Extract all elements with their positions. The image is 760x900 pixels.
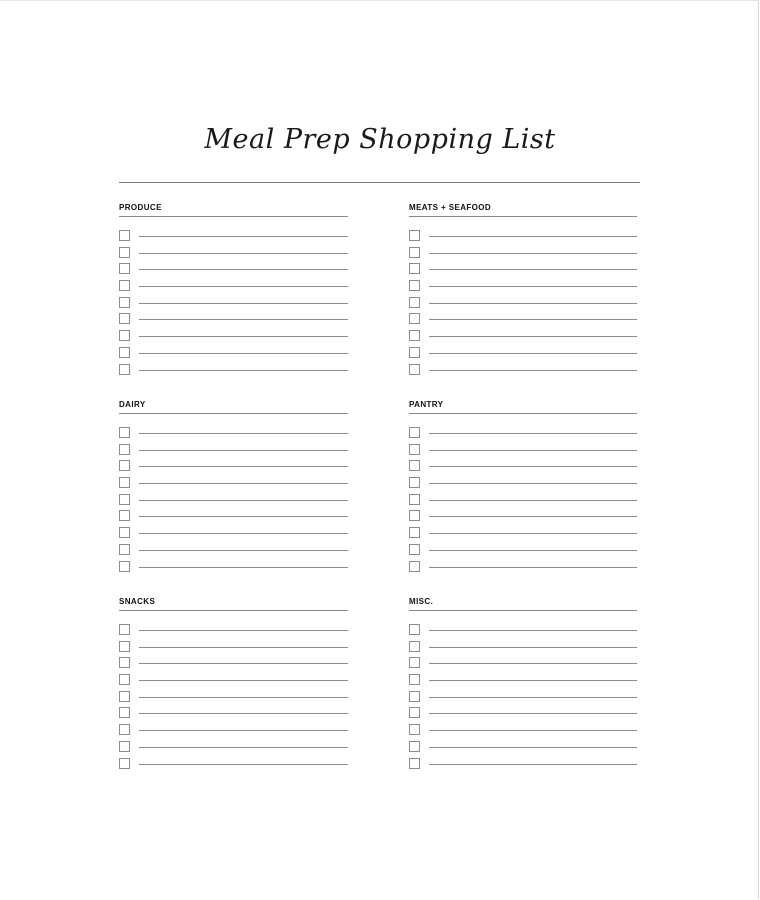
item-checkbox[interactable]	[409, 347, 420, 358]
item-write-line[interactable]	[429, 286, 637, 287]
item-write-line[interactable]	[139, 466, 348, 467]
item-checkbox[interactable]	[409, 330, 420, 341]
item-checkbox[interactable]	[119, 364, 130, 375]
list-item	[409, 330, 637, 347]
item-write-line[interactable]	[139, 253, 348, 254]
item-list	[119, 230, 348, 380]
section-dairy	[119, 400, 348, 577]
list-item	[119, 330, 348, 347]
list-item	[119, 427, 348, 444]
list-item	[119, 741, 348, 758]
item-write-line[interactable]	[139, 697, 348, 698]
list-item	[409, 561, 637, 578]
section-header: MISC.	[409, 597, 434, 606]
item-checkbox[interactable]	[119, 724, 130, 735]
list-item	[409, 657, 637, 674]
list-item	[409, 494, 637, 511]
item-write-line[interactable]	[429, 253, 637, 254]
list-item	[409, 544, 637, 561]
list-item	[409, 297, 637, 314]
item-checkbox[interactable]	[119, 330, 130, 341]
item-checkbox[interactable]	[119, 347, 130, 358]
item-checkbox[interactable]	[119, 247, 130, 258]
section-misc	[409, 597, 637, 774]
section-header: DAIRY	[119, 400, 146, 409]
item-checkbox[interactable]	[409, 494, 420, 505]
item-write-line[interactable]	[139, 370, 348, 371]
item-checkbox[interactable]	[119, 427, 130, 438]
item-checkbox[interactable]	[409, 510, 420, 521]
item-write-line[interactable]	[139, 500, 348, 501]
item-checkbox[interactable]	[119, 544, 130, 555]
item-write-line[interactable]	[429, 516, 637, 517]
item-checkbox[interactable]	[409, 691, 420, 702]
item-write-line[interactable]	[139, 647, 348, 648]
item-checkbox[interactable]	[119, 741, 130, 752]
item-write-line[interactable]	[429, 500, 637, 501]
list-item	[409, 263, 637, 280]
item-checkbox[interactable]	[409, 724, 420, 735]
item-write-line[interactable]	[139, 353, 348, 354]
item-write-line[interactable]	[139, 663, 348, 664]
item-checkbox[interactable]	[409, 674, 420, 685]
list-item	[119, 460, 348, 477]
list-item	[409, 641, 637, 658]
list-item	[409, 247, 637, 264]
list-item	[119, 657, 348, 674]
item-checkbox[interactable]	[409, 527, 420, 538]
section-divider	[119, 216, 348, 217]
item-write-line[interactable]	[139, 336, 348, 337]
list-item	[119, 313, 348, 330]
item-write-line[interactable]	[139, 730, 348, 731]
list-item	[409, 427, 637, 444]
item-write-line[interactable]	[429, 319, 637, 320]
list-item	[119, 758, 348, 775]
list-item	[409, 510, 637, 527]
item-checkbox[interactable]	[409, 313, 420, 324]
item-checkbox[interactable]	[119, 313, 130, 324]
list-item	[409, 230, 637, 247]
list-item	[119, 544, 348, 561]
item-write-line[interactable]	[139, 450, 348, 451]
section-header: MEATS + SEAFOOD	[409, 203, 492, 212]
item-write-line[interactable]	[429, 236, 637, 237]
list-item	[409, 347, 637, 364]
item-checkbox[interactable]	[119, 624, 130, 635]
item-checkbox[interactable]	[409, 263, 420, 274]
item-write-line[interactable]	[429, 680, 637, 681]
section-divider	[409, 413, 637, 414]
item-write-line[interactable]	[139, 516, 348, 517]
item-list	[119, 624, 348, 774]
item-checkbox[interactable]	[119, 657, 130, 668]
item-checkbox[interactable]	[119, 561, 130, 572]
list-item	[119, 444, 348, 461]
item-write-line[interactable]	[429, 730, 637, 731]
list-item	[119, 624, 348, 641]
item-write-line[interactable]	[139, 483, 348, 484]
item-checkbox[interactable]	[409, 741, 420, 752]
item-checkbox[interactable]	[119, 494, 130, 505]
list-item	[119, 347, 348, 364]
list-item	[409, 280, 637, 297]
item-list	[409, 624, 637, 774]
section-divider	[119, 413, 348, 414]
section-pantry	[409, 400, 637, 577]
list-item	[119, 527, 348, 544]
item-checkbox[interactable]	[119, 263, 130, 274]
list-item	[119, 691, 348, 708]
item-write-line[interactable]	[139, 550, 348, 551]
item-checkbox[interactable]	[119, 674, 130, 685]
item-list	[409, 230, 637, 380]
item-checkbox[interactable]	[119, 691, 130, 702]
item-checkbox[interactable]	[409, 707, 420, 718]
item-checkbox[interactable]	[409, 657, 420, 668]
item-checkbox[interactable]	[119, 280, 130, 291]
item-write-line[interactable]	[429, 433, 637, 434]
item-write-line[interactable]	[139, 319, 348, 320]
list-item	[409, 707, 637, 724]
list-item	[409, 741, 637, 758]
list-item	[409, 460, 637, 477]
item-checkbox[interactable]	[409, 364, 420, 375]
item-checkbox[interactable]	[119, 460, 130, 471]
item-write-line[interactable]	[429, 336, 637, 337]
list-item	[119, 280, 348, 297]
item-checkbox[interactable]	[409, 641, 420, 652]
item-write-line[interactable]	[139, 433, 348, 434]
list-item	[119, 364, 348, 381]
title-divider	[119, 182, 640, 183]
list-item	[119, 561, 348, 578]
list-item	[409, 624, 637, 641]
page-title: Meal Prep Shopping List	[204, 124, 556, 155]
item-write-line[interactable]	[139, 236, 348, 237]
list-item	[409, 313, 637, 330]
item-write-line[interactable]	[429, 303, 637, 304]
item-checkbox[interactable]	[409, 444, 420, 455]
item-write-line[interactable]	[429, 647, 637, 648]
item-write-line[interactable]	[139, 764, 348, 765]
item-write-line[interactable]	[429, 370, 637, 371]
section-header: PANTRY	[409, 400, 444, 409]
list-item	[409, 364, 637, 381]
item-checkbox[interactable]	[119, 477, 130, 488]
item-list	[409, 427, 637, 577]
list-item	[409, 444, 637, 461]
list-item	[409, 724, 637, 741]
list-item	[409, 758, 637, 775]
item-checkbox[interactable]	[119, 444, 130, 455]
item-checkbox[interactable]	[119, 230, 130, 241]
item-write-line[interactable]	[429, 713, 637, 714]
list-item	[409, 691, 637, 708]
item-checkbox[interactable]	[119, 707, 130, 718]
item-checkbox[interactable]	[409, 460, 420, 471]
list-item	[409, 674, 637, 691]
item-write-line[interactable]	[429, 663, 637, 664]
item-checkbox[interactable]	[409, 477, 420, 488]
item-checkbox[interactable]	[409, 230, 420, 241]
item-write-line[interactable]	[429, 533, 637, 534]
item-write-line[interactable]	[429, 550, 637, 551]
section-divider	[409, 216, 637, 217]
item-write-line[interactable]	[139, 680, 348, 681]
item-write-line[interactable]	[139, 533, 348, 534]
section-header: SNACKS	[119, 597, 156, 606]
item-checkbox[interactable]	[409, 280, 420, 291]
item-write-line[interactable]	[429, 567, 637, 568]
section-snacks	[119, 597, 348, 774]
list-item	[119, 230, 348, 247]
item-checkbox[interactable]	[409, 561, 420, 572]
item-list	[119, 427, 348, 577]
item-checkbox[interactable]	[119, 510, 130, 521]
list-item	[119, 707, 348, 724]
item-checkbox[interactable]	[119, 297, 130, 308]
item-checkbox[interactable]	[119, 758, 130, 769]
list-item	[409, 527, 637, 544]
item-checkbox[interactable]	[119, 641, 130, 652]
item-write-line[interactable]	[429, 483, 637, 484]
list-item	[119, 263, 348, 280]
item-write-line[interactable]	[139, 567, 348, 568]
item-checkbox[interactable]	[409, 247, 420, 258]
item-write-line[interactable]	[429, 466, 637, 467]
section-divider	[409, 610, 637, 611]
item-write-line[interactable]	[139, 630, 348, 631]
item-write-line[interactable]	[429, 450, 637, 451]
list-item	[119, 247, 348, 264]
list-item	[119, 674, 348, 691]
list-item	[119, 641, 348, 658]
item-checkbox[interactable]	[409, 544, 420, 555]
section-divider	[119, 610, 348, 611]
item-write-line[interactable]	[429, 353, 637, 354]
list-item	[119, 510, 348, 527]
list-item	[119, 477, 348, 494]
list-item	[119, 297, 348, 314]
item-write-line[interactable]	[139, 747, 348, 748]
list-item	[409, 477, 637, 494]
item-checkbox[interactable]	[409, 758, 420, 769]
item-checkbox[interactable]	[409, 297, 420, 308]
item-write-line[interactable]	[429, 269, 637, 270]
item-write-line[interactable]	[429, 630, 637, 631]
item-checkbox[interactable]	[119, 527, 130, 538]
item-checkbox[interactable]	[409, 624, 420, 635]
item-write-line[interactable]	[429, 764, 637, 765]
section-produce	[119, 203, 348, 380]
item-write-line[interactable]	[139, 286, 348, 287]
section-header: PRODUCE	[119, 203, 162, 212]
item-write-line[interactable]	[139, 713, 348, 714]
item-checkbox[interactable]	[409, 427, 420, 438]
list-item	[119, 724, 348, 741]
item-write-line[interactable]	[139, 303, 348, 304]
item-write-line[interactable]	[429, 697, 637, 698]
item-write-line[interactable]	[429, 747, 637, 748]
list-item	[119, 494, 348, 511]
section-meats-seafood	[409, 203, 637, 380]
item-write-line[interactable]	[139, 269, 348, 270]
